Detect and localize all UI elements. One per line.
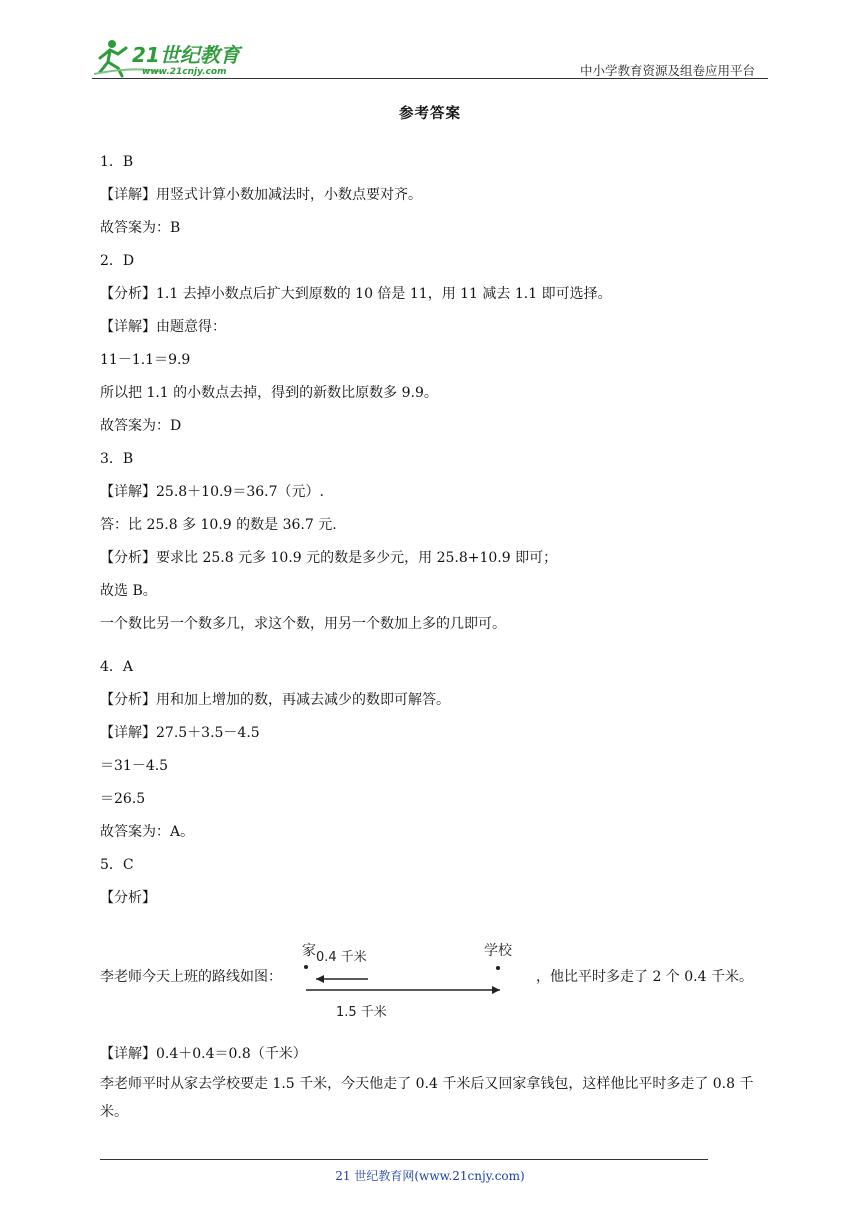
site-logo — [92, 38, 262, 78]
label-school: 学校 — [484, 943, 512, 959]
answer-line: 2．D — [100, 253, 135, 269]
header-platform-text: 中小学教育资源及组卷应用平台 — [579, 63, 755, 78]
answer-line: 3．B — [100, 451, 134, 467]
answer-line: 【详解】25.8＋10.9＝36.7（元）. — [100, 484, 324, 500]
answer-line: 故答案为：B — [100, 220, 181, 236]
answer-line: 答：比 25.8 多 10.9 的数是 36.7 元. — [100, 517, 337, 533]
answer-line: 所以把 1.1 的小数点去掉，得到的新数比原数多 9.9。 — [100, 385, 438, 401]
answer-line: 【详解】由题意得： — [100, 319, 226, 335]
home-point — [304, 965, 308, 969]
label-home: 家 — [302, 943, 316, 959]
header-divider — [92, 78, 768, 79]
long-route-arrow — [306, 986, 500, 994]
footer-text: 21 世纪教育网(www.21cnjy.com) — [335, 1169, 525, 1183]
route-figure-row — [100, 938, 800, 1028]
logo-text: 21世纪教育 — [132, 43, 240, 67]
logo-url: www.21cnjy.com — [142, 67, 227, 77]
answer-line: 【分析】 — [100, 890, 156, 906]
answer-line: 【分析】用和加上增加的数，再减去减少的数即可解答。 — [100, 692, 450, 708]
answer-line: 5．C — [100, 857, 134, 873]
figure-result-text: ，他比平时多走了 2 个 0.4 千米。 — [536, 969, 753, 985]
answer-line: 故选 B。 — [100, 583, 157, 599]
school-point — [496, 966, 500, 970]
detail-5: 【详解】0.4＋0.4＝0.8（千米） — [100, 1046, 307, 1062]
label-long-distance: 1.5 千米 — [336, 1005, 387, 1020]
answer-line: 【分析】要求比 25.8 元多 10.9 元的数是多少元，用 25.8+10.9 即可； — [100, 550, 558, 566]
answer-line: ＝31－4.5 — [100, 758, 169, 774]
answer-line: 1．B — [100, 154, 134, 170]
route-diagram — [296, 938, 536, 1028]
answer-line: 【详解】用竖式计算小数加减法时，小数点要对齐。 — [100, 187, 422, 203]
answer-line: 【详解】27.5＋3.5－4.5 — [100, 725, 260, 741]
answer-line: ＝26.5 — [100, 791, 146, 807]
answer-line: 一个数比另一个数多几，求这个数，用另一个数加上多的几即可。 — [100, 616, 506, 632]
answer-line: 【分析】1.1 去掉小数点后扩大到原数的 10 倍是 11，用 11 减去 1.1 即可选择。 — [100, 286, 612, 302]
page-title: 参考答案 — [399, 106, 461, 122]
short-return-arrow — [316, 975, 368, 983]
footer-divider — [100, 1159, 708, 1160]
answer-line: 故答案为：A。 — [100, 824, 195, 840]
answer-line: 故答案为：D — [100, 418, 182, 434]
figure-intro-text: 李老师今天上班的路线如图： — [100, 969, 282, 985]
answer-line: 4．A — [100, 659, 134, 675]
logo-runner-icon — [92, 38, 262, 78]
detail-5-paragraph: 李老师平时从家去学校要走 1.5 千米，今天他走了 0.4 千米后又回家拿钱包，这样他比平时多走了 0.8 千米。 — [100, 1076, 754, 1120]
label-short-distance: 0.4 千米 — [316, 950, 367, 965]
answer-line: 11－1.1＝9.9 — [100, 352, 191, 368]
